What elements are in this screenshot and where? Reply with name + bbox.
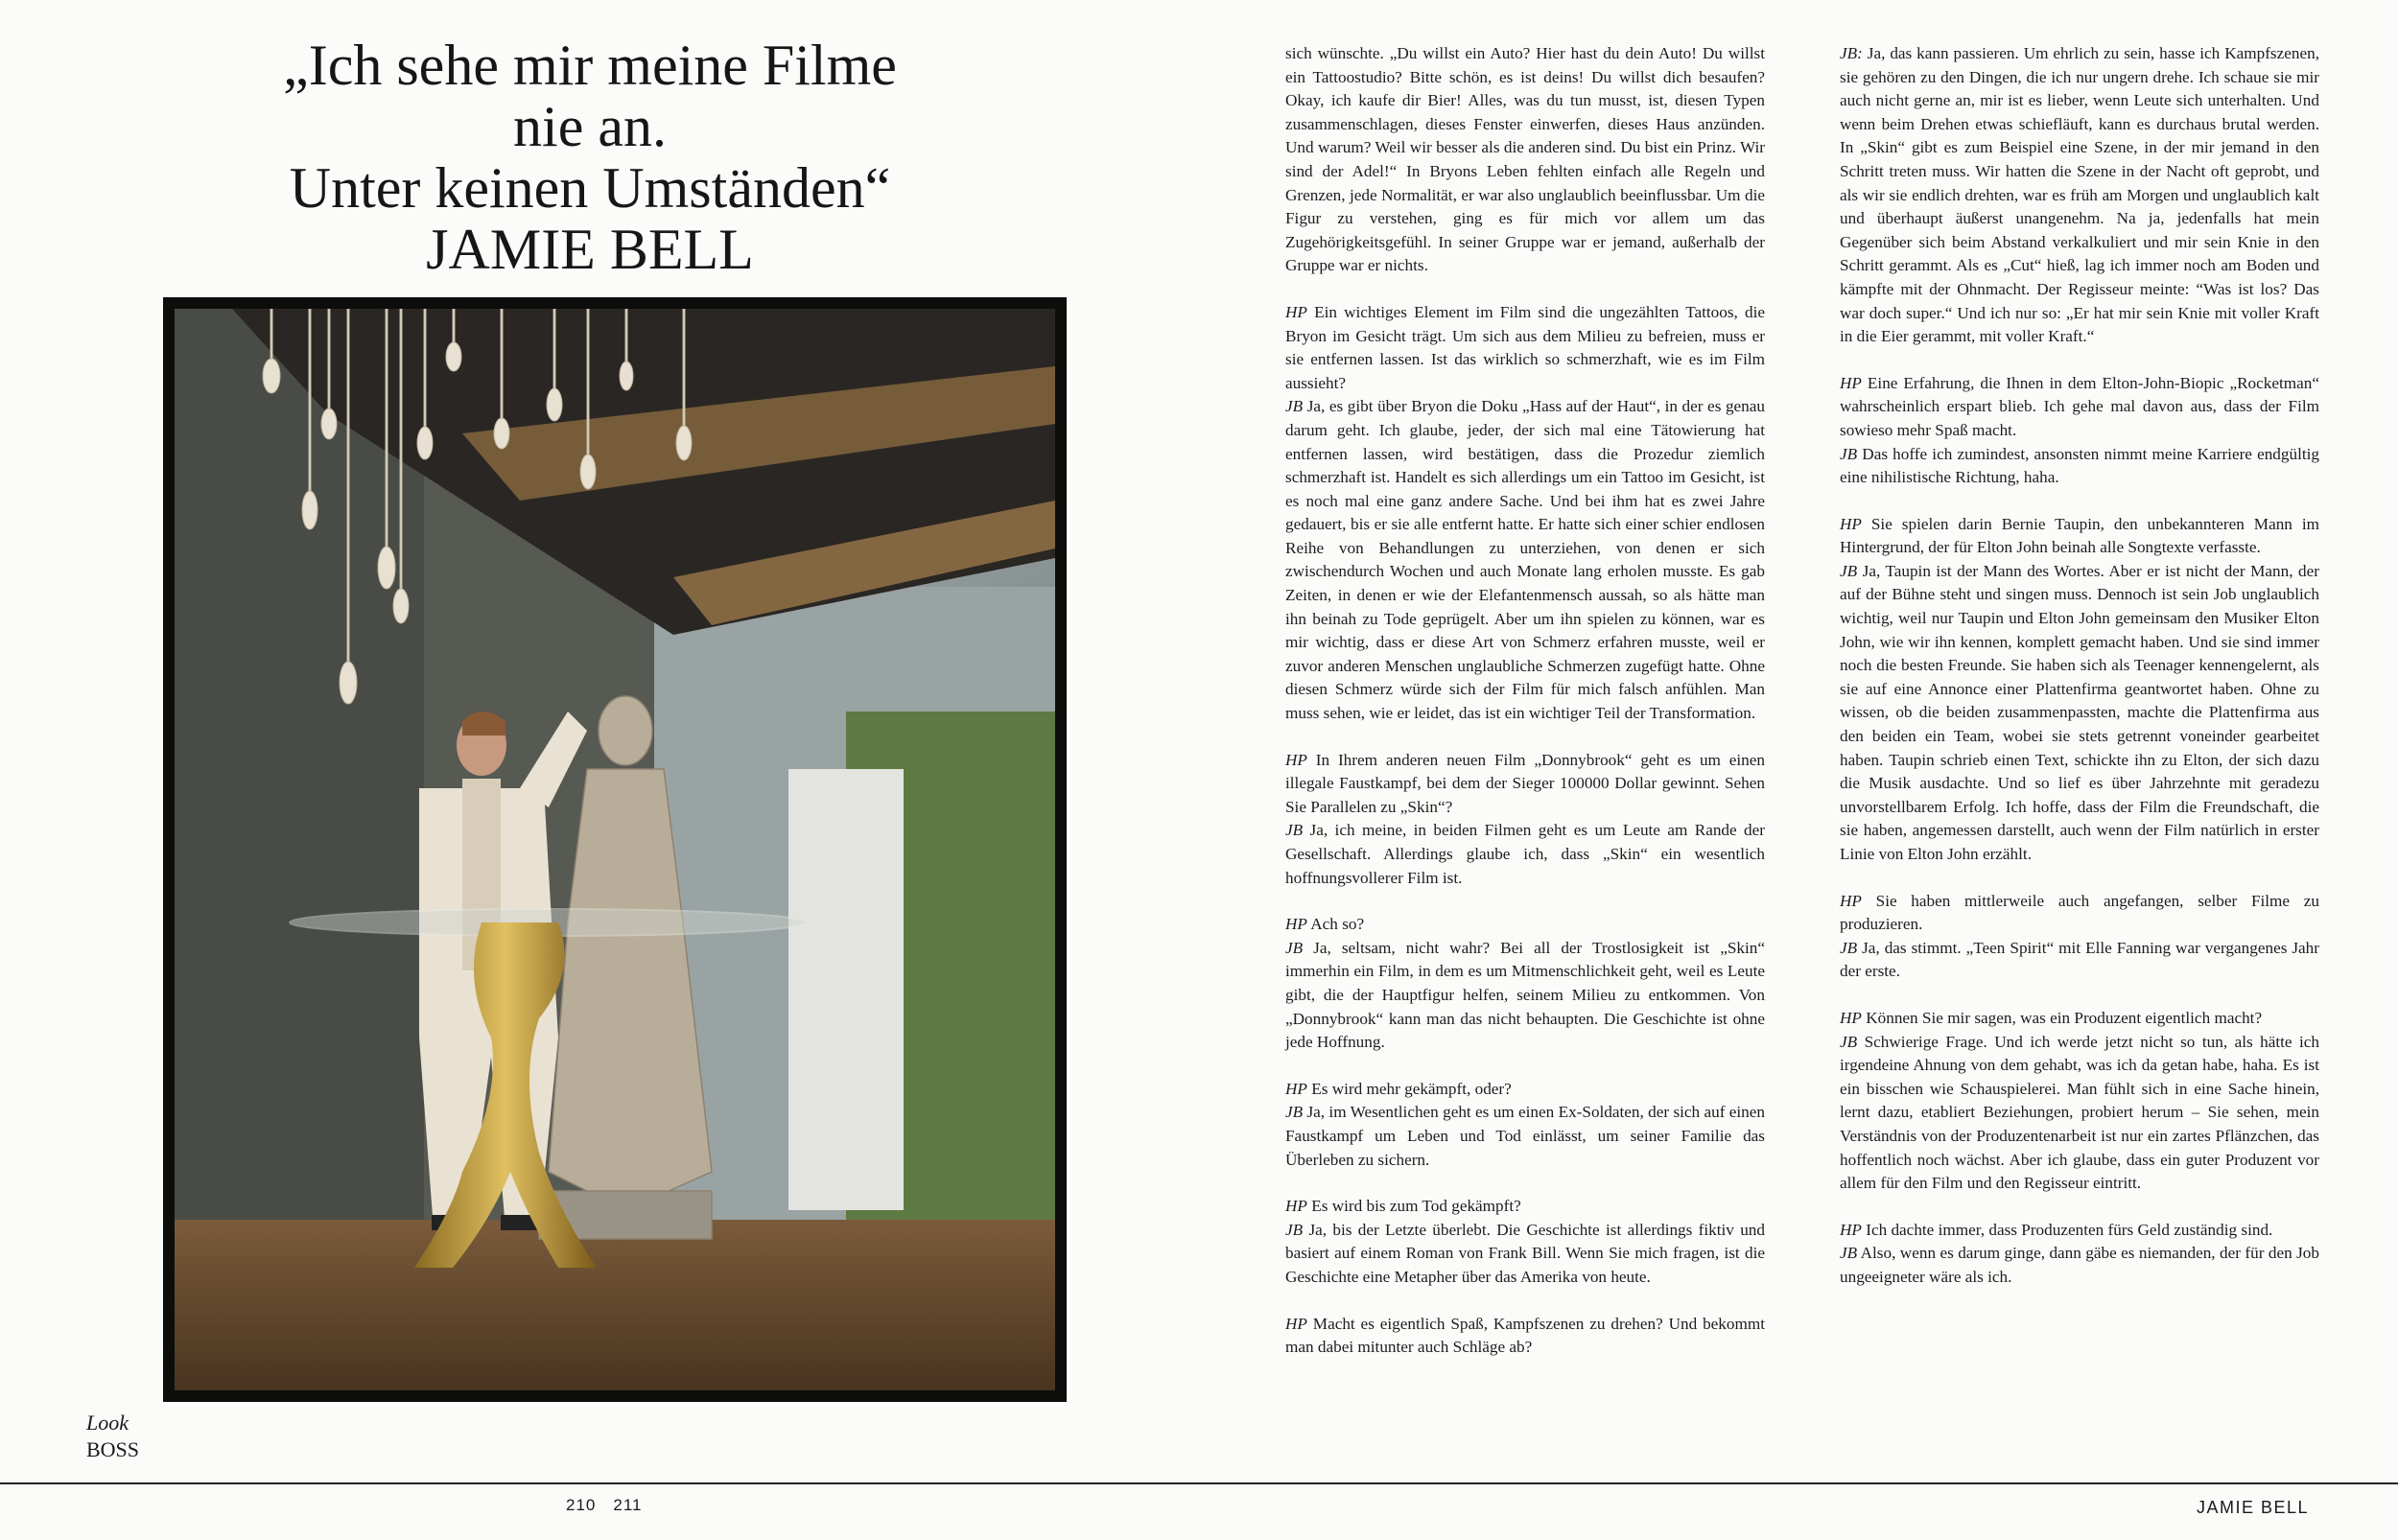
paragraph <box>1840 513 2319 867</box>
paragraph <box>1840 1219 2319 1290</box>
answer-text: Ja, ich meine, in beiden Filmen geht es um Leute am Rande der Gesellschaft. Allerdings glaube ich, dass „Skin“ ein wesentlich hoffnungsvollerer Film ist. <box>1285 821 1765 887</box>
paragraph <box>1285 913 1765 1055</box>
question-text: Sie haben mittlerweile auch angefangen, selber Filme zu produzieren. <box>1840 891 2319 934</box>
paragraph <box>1840 1007 2319 1196</box>
portrait-photo <box>163 297 1067 1402</box>
speaker-label: JB: <box>1840 44 1863 62</box>
answer-text: Ja, es gibt über Bryon die Doku „Hass auf der Haut“, in der es genau darum geht. Ich glaube, jeder, der sich mal eine Tätowierung hat entfernen lassen, wird bestätigen, dass die Prozedur ziemlich schmerzhaft ist. Handelt es sich allerdings um ein Tattoo im Gesicht, ist es noch mal eine ganz andere Sache. Und bei ihm hat es zwei Jahre gedauert, bis er sie alle entfernt hatte. Er hatte sich einer schier endlosen Reihe von Behandlungen zu unterziehen, von denen er sich zwischendurch Wochen und auch Monate lang erholen musste. Es gab Zeiten, in denen er wie der Elefantenmensch aussah, so als hätte man ihn beinah zu Tode geprügelt. Aber um ihn spielen zu können, war es mir wichtig, dass er diese Art von Schmerz erfahren musste, weil er zuvor anderen Menschen unglaubliche Schmerzen zugefügt hatte. Ohne diesen Schmerz würde sich der Film für mich falsch anfühlen. Man muss sehen, wie er leidet, das ist ein wichtiger Teil der Transformation. <box>1285 397 1765 723</box>
photo-credit <box>86 1410 139 1463</box>
paragraph <box>1285 749 1765 891</box>
speaker-label: HP <box>1285 750 1307 769</box>
speaker-label: HP <box>1285 1079 1307 1098</box>
text-column-2 <box>1840 42 2319 1313</box>
headline-name: JAMIE BELL <box>426 218 754 281</box>
speaker-label: HP <box>1840 1008 1862 1027</box>
speaker-label: HP <box>1840 514 1862 533</box>
paragraph <box>1285 1195 1765 1289</box>
paragraph <box>1285 1313 1765 1360</box>
running-title: JAMIE BELL <box>2197 1498 2310 1517</box>
speaker-label: JB <box>1285 1220 1304 1239</box>
paragraph <box>1285 301 1765 726</box>
answer-text: Ja, Taupin ist der Mann des Wortes. Aber er ist nicht der Mann, der auf der Bühne steht und singen muss. Dennoch ist sein Job unglaublich wichtig, weil nur Taupin und Elton John gemeinsam den Musiker Elton John, wie wir ihn kennen, komplett gemacht haben. Und sie sind immer noch die besten Freunde. Sie haben sich als Teenager kennengelernt, als sie auf eine Annonce einer Plattenfirma geantwortet haben. Ohne zu wissen, ob die beiden zusammenpassten, machte die Plattenfirma aus den beiden ein Team, wobei sie stets getrennt voneinder gearbeitet haben. Taupin schrieb einen Text, schickte ihn zu Elton, der sich dazu die Musik ausdachte. Und so lief es über Jahrzehnte mit geradezu unvorstellbarem Erfolg. Ich hoffe, dass der Film die Freundschaft, die sie haben, angemessen darstellt, auch wenn der Film natürlich in erster Linie von Elton John erzählt. <box>1840 561 2319 863</box>
paragraph <box>1285 1078 1765 1172</box>
answer-text: Ja, seltsam, nicht wahr? Bei all der Trostlosigkeit ist „Skin“ immerhin ein Film, in dem es um Mitmenschlichkeit geht, weil es Leute gibt, die der Hauptfigur helfen, seinem Milieu zu entkommen. Von „Donnybrook“ kann man das nicht behaupten. Die Geschichte ist ohne jede Hoffnung. <box>1285 938 1765 1052</box>
headline-line-1: „Ich sehe mir meine Filme <box>283 34 897 97</box>
text-column-1 <box>1285 42 1765 1383</box>
speaker-label: JB <box>1840 1032 1858 1051</box>
paragraph <box>1285 42 1765 278</box>
paragraph-text: sich wünschte. „Du willst ein Auto? Hier hast du dein Auto! Du willst ein Tattoostudio? Bitte schön, es ist deins! Du willst dich besaufen? Okay, ich kaufe dir Bier! Alles, was du tun musst, ist, diesen Typen zusammenschlagen, dieses Fenster einwerfen, dieses Haus anzünden. Und warum? Weil wir besser als die anderen sind. Du bist ein Prinz. Wir sind der Adel!“ In Bryons Leben fehlten einfach alle Regeln und Grenzen, jede Normalität, er war also unglaublich beeinflussbar. Um die Figur zu verstehen, ging es für mich vor allem um das Zugehörigkeitsgefühl. In seiner Gruppe war er jemand, außerhalb der Gruppe war er nichts. <box>1285 44 1765 275</box>
speaker-label: JB <box>1285 938 1304 957</box>
page-numbers <box>566 1496 659 1515</box>
question-text: Können Sie mir sagen, was ein Produzent eigentlich macht? <box>1861 1008 2263 1027</box>
question-text: Ich dachte immer, dass Produzenten fürs Geld zuständig sind. <box>1861 1220 2273 1239</box>
page-number-right: 211 <box>613 1496 643 1514</box>
footer-rule <box>0 1482 2398 1484</box>
question-text: In Ihrem anderen neuen Film „Donnybrook“ geht es um einen illegale Faustkampf, bei dem der Sieger 100000 Dollar gewinnt. Sehen Sie Parallelen zu „Skin“? <box>1285 750 1765 816</box>
question-text: Sie spielen darin Bernie Taupin, den unbekannteren Mann im Hintergrund, der für Elton John beinah alle Songtexte verfasste. <box>1840 514 2319 557</box>
credit-label: Look <box>86 1411 129 1435</box>
photo-scene <box>175 309 1055 1390</box>
paragraph <box>1840 372 2319 490</box>
speaker-label: HP <box>1285 1197 1307 1216</box>
question-text: Ach so? <box>1306 915 1365 934</box>
speaker-label: JB <box>1840 561 1858 580</box>
answer-text: Schwierige Frage. Und ich werde jetzt nicht so tun, als hätte ich irgendeine Ahnung von dem gehabt, was ich da getan habe, haha. Es ist ein bisschen wie Schauspielerei. Man fühlt sich in eine Sache hinein, lernt dazu, etabliert Beziehungen, probiert herum – Sie sehen, mein Verständnis von der Produzentenarbeit ist nur ein zartes Pflänzchen, das hoffentlich noch wächst. Aber ich glaube, dass ein guter Produzent vor allem für den Film und den Regisseur eintritt. <box>1840 1032 2319 1193</box>
speaker-label: HP <box>1840 891 1862 910</box>
speaker-label: HP <box>1840 373 1862 392</box>
headline-line-2: nie an. <box>513 95 667 158</box>
headline <box>144 35 1036 280</box>
speaker-label: HP <box>1840 1220 1862 1239</box>
photo-illustration <box>175 309 1055 1390</box>
question-text: Macht es eigentlich Spaß, Kampfszenen zu drehen? Und bekommt man dabei mitunter auch Schläge ab? <box>1285 1314 1765 1357</box>
speaker-label: JB <box>1840 444 1858 463</box>
answer-text: Ja, im Wesentlichen geht es um einen Ex-Soldaten, der sich auf einen Faustkampf um Leben und Tod einlässt, um seiner Familie das Überleben zu sichern. <box>1285 1103 1765 1169</box>
speaker-label: HP <box>1285 302 1307 321</box>
speaker-label: JB <box>1285 397 1304 416</box>
speaker-label: JB <box>1285 821 1304 840</box>
speaker-label: HP <box>1285 915 1307 934</box>
speaker-label: HP <box>1285 1314 1307 1333</box>
answer-text: Ja, das kann passieren. Um ehrlich zu sein, hasse ich Kampfszenen, sie gehören zu den Dingen, die ich nur ungern drehe. Ich schaue sie mir auch nicht gerne an, mir ist es lieber, wenn Leute sich unterhalten. Und wenn beim Drehen etwas schiefläuft, kann es durchaus brutal werden. In „Skin“ gibt es zum Beispiel eine Szene, in der mir jemand in den Schritt treten muss. Wir hatten die Szene in der Nacht oft geprobt, und als wir sie endlich drehten, war es früh am Morgen und unglaublich kalt und überhaupt äußerst unangenehm. Na ja, jedenfalls hat mein Gegenüber sich beim Abstand verkalkuliert und mir sein Knie in den Schritt gerammt. Als es „Cut“ hieß, lag ich immer noch am Boden und kämpfte mit der Ohnmacht. Der Regisseur meinte: “Was ist los? Das war doch super.“ Und ich nur so: „Er hat mir sein Knie mit voller Kraft in die Eier gerammt, mit voller Kraft.“ <box>1840 44 2319 346</box>
question-text: Eine Erfahrung, die Ihnen in dem Elton-John-Biopic „Rocketman“ wahrscheinlich erspart blieb. Ich gehe mal davon aus, dass der Film sowieso mehr Spaß macht. <box>1840 373 2319 439</box>
speaker-label: JB <box>1840 1244 1858 1263</box>
paragraph <box>1840 42 2319 349</box>
answer-text: Das hoffe ich zumindest, ansonsten nimmt meine Karriere endgültig eine nihilistische Richtung, haha. <box>1840 444 2319 487</box>
question-text: Es wird mehr gekämpft, oder? <box>1306 1079 1512 1098</box>
page-number-left: 210 <box>566 1496 597 1514</box>
speaker-label: JB <box>1840 938 1858 957</box>
speaker-label: JB <box>1285 1103 1304 1122</box>
answer-text: Also, wenn es darum ginge, dann gäbe es niemanden, der für den Job ungeeigneter wäre als ich. <box>1840 1244 2319 1286</box>
answer-text: Ja, das stimmt. „Teen Spirit“ mit Elle Fanning war vergangenes Jahr der erste. <box>1840 938 2319 981</box>
paragraph <box>1840 890 2319 984</box>
question-text: Es wird bis zum Tod gekämpft? <box>1306 1197 1521 1216</box>
question-text: Ein wichtiges Element im Film sind die ungezählten Tattoos, die Bryon im Gesicht trägt. Um sich aus dem Milieu zu befreien, muss er sie entfernen lassen. Ist das wirklich so schmerzhaft, wie es im Film aussieht? <box>1285 302 1765 392</box>
answer-text: Ja, bis der Letzte überlebt. Die Geschichte ist allerdings fiktiv und basiert auf einem Roman von Frank Bill. Wenn Sie mich fragen, ist die Geschichte eine Metapher über das Amerika von heute. <box>1285 1220 1765 1286</box>
headline-line-3: Unter keinen Umständen“ <box>289 156 891 220</box>
credit-value: BOSS <box>86 1437 140 1461</box>
